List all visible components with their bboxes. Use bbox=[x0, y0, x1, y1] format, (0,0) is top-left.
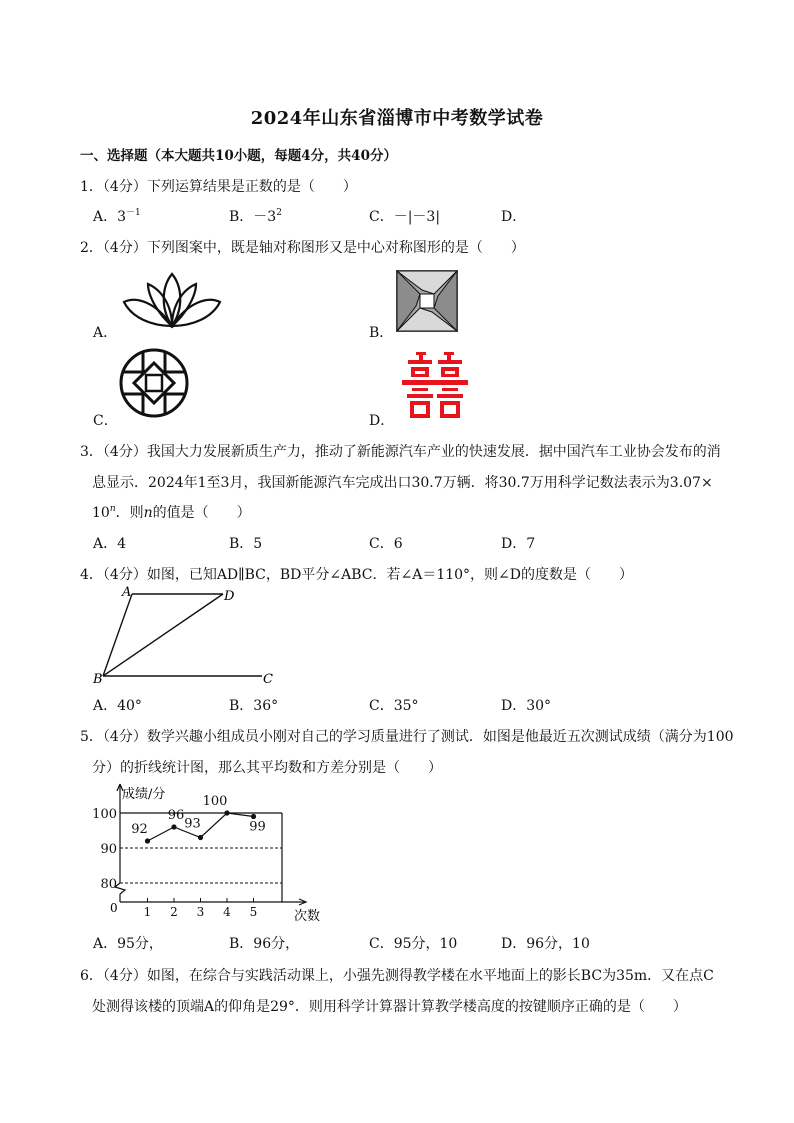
q4-option-c: C．35° bbox=[369, 698, 419, 714]
q1-option-c: C．－|－3| bbox=[369, 209, 441, 225]
q4-option-d: D．30° bbox=[501, 698, 552, 714]
chart-y-tick-label: 100 bbox=[92, 807, 117, 822]
q2-option-b: B． bbox=[369, 325, 394, 341]
chart-x-tick-label: 2 bbox=[170, 905, 178, 919]
q3-option-b: B．5 bbox=[229, 536, 263, 552]
point-label-c: C bbox=[263, 672, 273, 687]
double-happiness-figure bbox=[402, 352, 468, 418]
chart-data-label: 92 bbox=[131, 822, 148, 837]
q3-line-2: 息显示．2024年1至3月，我国新能源汽车完成出口30.7万辆．将30.7万用科学记数法表示为3.07× bbox=[92, 475, 713, 491]
chart-x-tick-label: 1 bbox=[143, 905, 152, 919]
q2-option-d: D． bbox=[369, 413, 395, 429]
q1-option-d: D． bbox=[501, 209, 527, 225]
chart-origin-label: 0 bbox=[110, 901, 118, 915]
q4-option-b: B．36° bbox=[229, 698, 279, 714]
pinwheel-square-figure bbox=[396, 270, 458, 332]
q5-option-d: D．96分，10 bbox=[501, 936, 590, 952]
chart-x-tick-label: 4 bbox=[223, 905, 231, 919]
chart-data-point bbox=[224, 810, 229, 815]
q5-option-a: A．95分， bbox=[93, 936, 163, 952]
q3-option-d: D．7 bbox=[501, 536, 536, 552]
q1-stem: 1．（4分）下列运算结果是正数的是（ ） bbox=[80, 179, 357, 195]
section-heading: 一、选择题（本大题共10小题，每题4分，共40分） bbox=[80, 148, 397, 164]
q6-line-1: 6．（4分）如图，在综合与实践活动课上，小强先测得教学楼在水平地面上的影长BC为35m．又在点C bbox=[80, 968, 714, 984]
geometry-figure bbox=[90, 582, 280, 688]
q3-option-c: C．6 bbox=[369, 536, 403, 552]
score-line-chart bbox=[86, 780, 336, 928]
point-label-b: B bbox=[93, 672, 103, 687]
chart-data-label: 99 bbox=[249, 819, 266, 835]
point-label-a: A bbox=[122, 585, 132, 600]
q2-option-c: C． bbox=[93, 413, 118, 429]
point-label-d: D bbox=[224, 589, 235, 604]
chart-data-point bbox=[145, 838, 150, 843]
q5-line-1: 5．（4分）数学兴趣小组成员小刚对自己的学习质量进行了测试．如图是他最近五次测试成绩（满分为100 bbox=[80, 729, 734, 745]
chart-data-label: 100 bbox=[202, 794, 228, 809]
chart-data-label: 96 bbox=[167, 808, 185, 823]
q2-option-a: A． bbox=[93, 325, 118, 341]
q2-stem: 2．（4分）下列图案中，既是轴对称图形又是中心对称图形的是（ ） bbox=[80, 240, 525, 256]
q3-line-3: 10$^n$．则n的值是（ ） bbox=[92, 504, 251, 521]
q3-option-a: A．4 bbox=[93, 536, 127, 552]
q4-option-a: A．40° bbox=[93, 698, 142, 714]
q1-option-b: B．$-3^2$ bbox=[229, 208, 282, 225]
q5-option-c: C．95分，10 bbox=[369, 936, 458, 952]
chart-data-point bbox=[171, 824, 176, 829]
q5-line-2: 分）的折线统计图，那么其平均数和方差分别是（ ） bbox=[92, 760, 442, 776]
q5-option-b: B．96分， bbox=[229, 936, 300, 952]
chart-x-tick-label: 5 bbox=[249, 905, 258, 919]
q1-option-a: A．$3^{-1}$ bbox=[93, 208, 141, 225]
q3-line-1: 3．（4分）我国大力发展新质生产力，推动了新能源汽车产业的快速发展．据中国汽车工业协会发布的消 bbox=[80, 444, 721, 460]
chart-x-tick-label: 3 bbox=[196, 905, 205, 919]
chart-data-point bbox=[198, 835, 203, 840]
q4-stem: 4．（4分）如图，已知AD∥BC，BD平分∠ABC．若∠A＝110°，则∠D的度数是（ ） bbox=[80, 567, 634, 583]
q6-line-2: 处测得该楼的顶端A的仰角是29°．则用科学计算器计算教学楼高度的按键顺序正确的是（ ） bbox=[92, 999, 687, 1015]
chart-data-label: 93 bbox=[184, 816, 201, 832]
chart-x-axis-label: 次数 bbox=[294, 909, 321, 924]
lotus-figure bbox=[118, 272, 226, 332]
chart-y-tick-label: 90 bbox=[100, 842, 117, 857]
chart-y-tick-label: 80 bbox=[100, 877, 117, 892]
page-title: 2024年山东省淄博市中考数学试卷 bbox=[250, 108, 544, 129]
circle-lattice-figure bbox=[119, 348, 189, 418]
chart-y-axis-label: 成绩/分 bbox=[122, 787, 166, 802]
chart-data-point bbox=[251, 814, 256, 819]
